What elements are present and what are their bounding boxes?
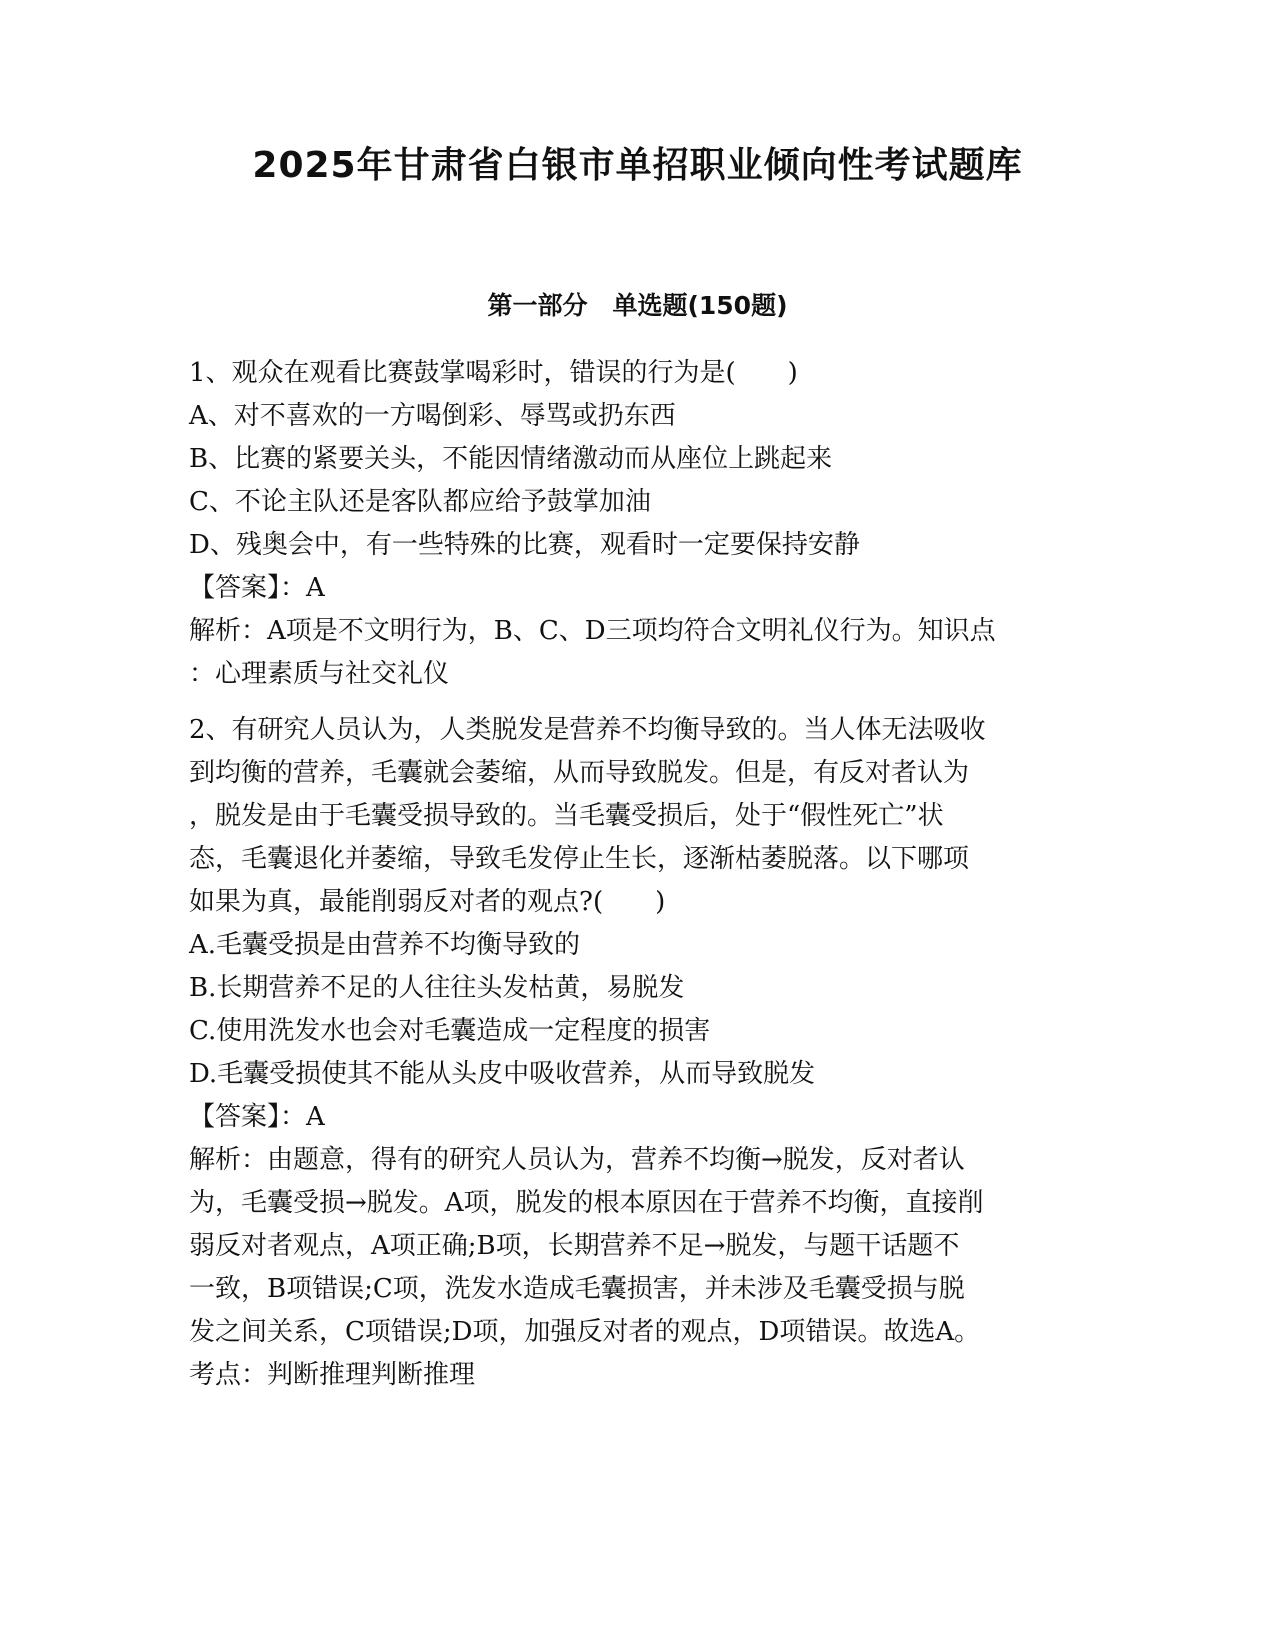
question-2-option-a: A.毛囊受损是由营养不均衡导致的 xyxy=(189,930,581,960)
question-2-option-b: B.长期营养不足的人往往头发枯黄，易脱发 xyxy=(189,973,685,1003)
question-1-answer: 【答案】：A xyxy=(189,573,325,603)
question-1-option-a: A、对不喜欢的一方喝倒彩、辱骂或扔东西 xyxy=(189,401,676,431)
question-2-stem-line-2: 到均衡的营养，毛囊就会萎缩，从而导致脱发。但是，有反对者认为 xyxy=(189,758,970,788)
question-2-stem-line-4: 态，毛囊退化并萎缩，导致毛发停止生长，逐渐枯萎脱落。以下哪项 xyxy=(189,844,970,874)
question-2-analysis-line-6: 考点：判断推理判断推理 xyxy=(189,1360,476,1390)
question-separator xyxy=(189,696,1089,709)
question-1-option-d: D、残奥会中，有一些特殊的比赛，观看时一定要保持安静 xyxy=(189,530,860,560)
question-2-option-d: D.毛囊受损使其不能从头皮中吸收营养，从而导致脱发 xyxy=(189,1059,816,1089)
question-2-stem-line-5: 如果为真，最能削弱反对者的观点?( ) xyxy=(189,887,666,917)
question-1-option-b: B、比赛的紧要关头，不能因情绪激动而从座位上跳起来 xyxy=(189,444,833,474)
question-1 xyxy=(189,352,1089,696)
question-1-option-c: C、不论主队还是客队都应给予鼓掌加油 xyxy=(189,487,651,517)
question-2-analysis-line-5: 发之间关系，C项错误;D项，加强反对者的观点，D项错误。故选A。 xyxy=(189,1317,981,1347)
page-title: 2025年甘肃省白银市单招职业倾向性考试题库 xyxy=(252,145,1023,186)
question-2-stem-line-1: 2、有研究人员认为，人类脱发是营养不均衡导致的。当人体无法吸收 xyxy=(189,715,986,745)
section-heading: 第一部分 单选题(150题) xyxy=(487,291,788,320)
question-1-stem: 1、观众在观看比赛鼓掌喝彩时，错误的行为是( ) xyxy=(189,358,798,388)
question-1-analysis-line-2: ：心理素质与社交礼仪 xyxy=(189,659,450,689)
question-2-analysis-line-2: 为，毛囊受损→脱发。A项，脱发的根本原因在于营养不均衡，直接削 xyxy=(189,1188,984,1218)
question-1-analysis-line-1: 解析：A项是不文明行为，B、C、D三项均符合文明礼仪行为。知识点 xyxy=(189,616,996,646)
question-2-analysis-line-1: 解析：由题意，得有的研究人员认为，营养不均衡→脱发，反对者认 xyxy=(189,1145,965,1175)
question-2-option-c: C.使用洗发水也会对毛囊造成一定程度的损害 xyxy=(189,1016,711,1046)
question-2-analysis-line-4: 一致，B项错误;C项，洗发水造成毛囊损害，并未涉及毛囊受损与脱 xyxy=(189,1274,965,1304)
question-list xyxy=(189,352,1089,1397)
question-2-answer: 【答案】：A xyxy=(189,1102,325,1132)
question-2 xyxy=(189,709,1089,1397)
question-2-analysis-line-3: 弱反对者观点，A项正确;B项，长期营养不足→脱发，与题干话题不 xyxy=(189,1231,960,1261)
question-2-stem-line-3: ，脱发是由于毛囊受损导致的。当毛囊受损后，处于“假性死亡”状 xyxy=(189,801,944,831)
